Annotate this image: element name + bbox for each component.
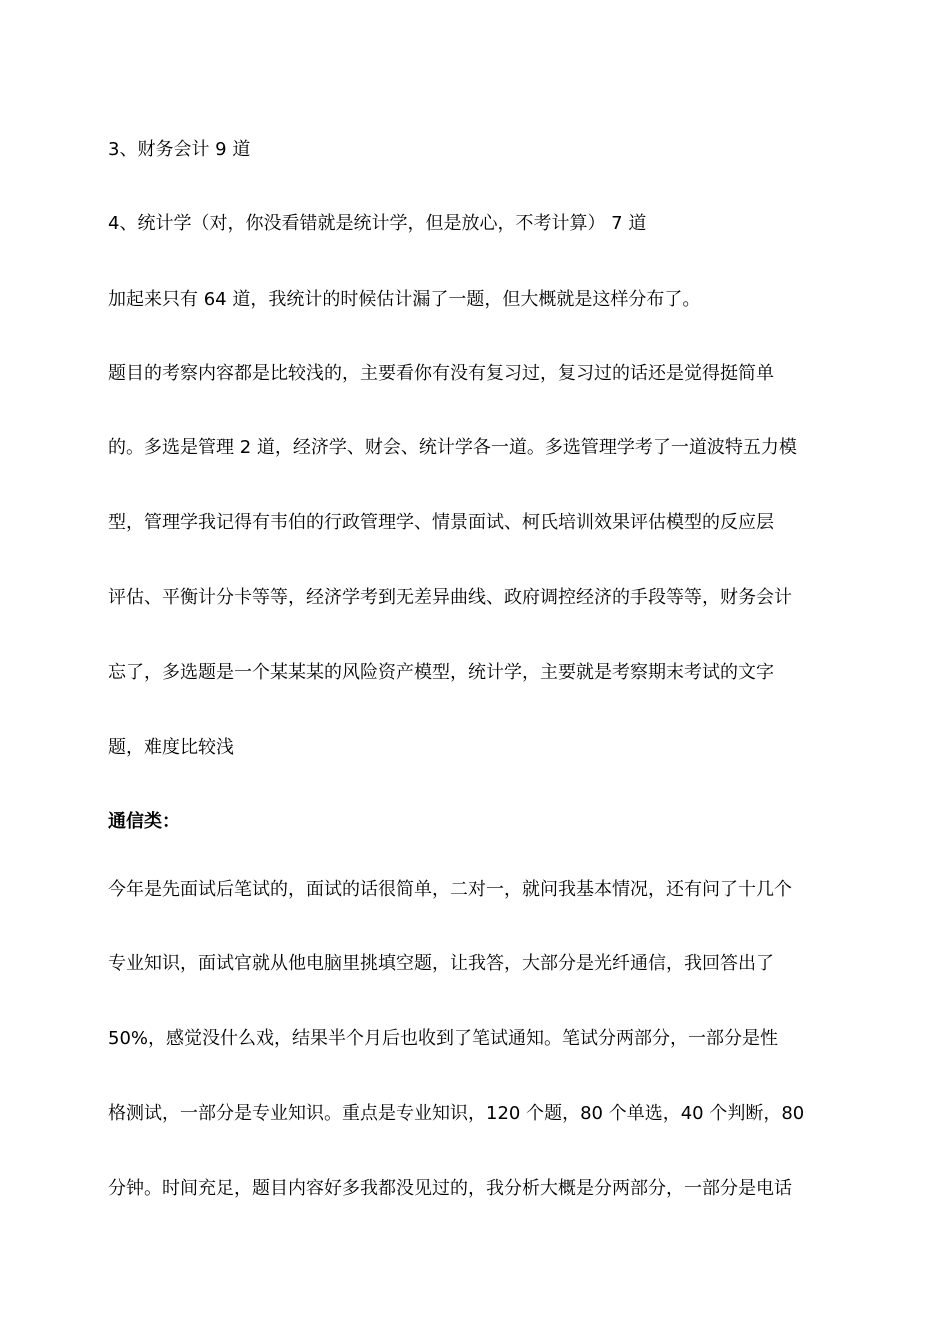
text-line-7: 评估、平衡计分卡等等，经济学考到无差异曲线、政府调控经济的手段等等，财务会计 (108, 587, 792, 608)
text-line-13: 格测试，一部分是专业知识。重点是专业知识，120 个题，80 个单选，40 个判断，80 (108, 1103, 805, 1124)
section-heading: 通信类： (108, 811, 180, 832)
text-line-5: 的。多选是管理 2 道，经济学、财会、统计学各一道。多选管理学考了一道波特五力模 (108, 437, 797, 458)
text-line-14: 分钟。时间充足，题目内容好多我都没见过的，我分析大概是分两部分，一部分是电话 (108, 1178, 792, 1199)
text-line-4: 题目的考察内容都是比较浅的，主要看你有没有复习过，复习过的话还是觉得挺简单 (108, 363, 774, 384)
text-line-1: 3、财务会计 9 道 (108, 139, 251, 160)
text-line-9: 题，难度比较浅 (108, 737, 234, 758)
text-line-6: 型，管理学我记得有韦伯的行政管理学、情景面试、柯氏培训效果评估模型的反应层 (108, 512, 774, 533)
text-line-12: 50%，感觉没什么戏，结果半个月后也收到了笔试通知。笔试分两部分，一部分是性 (108, 1028, 779, 1049)
text-line-10: 今年是先面试后笔试的，面试的话很简单，二对一，就问我基本情况，还有问了十几个 (108, 879, 792, 900)
text-line-11: 专业知识，面试官就从他电脑里挑填空题，让我答，大部分是光纤通信，我回答出了 (108, 953, 774, 974)
text-line-8: 忘了，多选题是一个某某某的风险资产模型，统计学，主要就是考察期末考试的文字 (108, 662, 774, 683)
text-line-3: 加起来只有 64 道，我统计的时候估计漏了一题，但大概就是这样分布了。 (108, 289, 701, 310)
text-line-2: 4、统计学（对，你没看错就是统计学，但是放心，不考计算） 7 道 (108, 213, 647, 234)
